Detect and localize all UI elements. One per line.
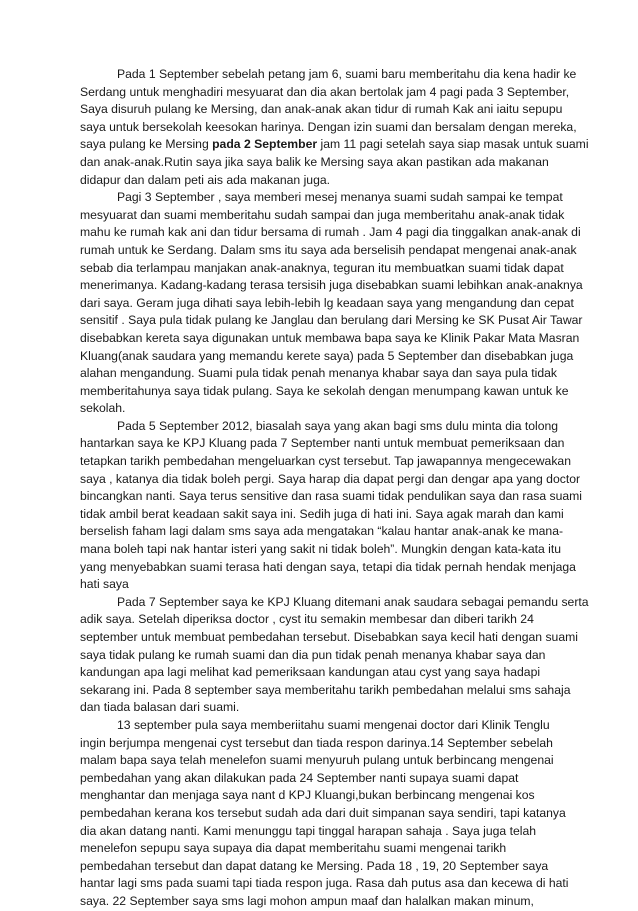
text-line: [80, 383, 569, 401]
text-segment: menghantar dan menjaga saya nant d KPJ Kluangi,bukan berbincang mengenai kos: [80, 788, 535, 803]
text-line: [80, 752, 560, 770]
text-segment: 13 september pula saya memberiitahu suami mengenai doctor dari Klinik Tenglu: [117, 717, 550, 732]
text-segment: saya pulang ke Mersing: [80, 137, 213, 152]
text-line: [80, 858, 560, 876]
text-segment: menelefon sepupu saya supaya dia dapat memberitahu suami mengenai tarikh: [80, 841, 507, 856]
text-line: [80, 611, 560, 629]
text-segment: memberitahunya saya tidak pulang. Saya ke sekolah dengan menumpang kawan untuk ke: [80, 383, 569, 398]
text-line: [80, 471, 581, 489]
text-line: [80, 488, 583, 506]
text-line: [80, 242, 577, 260]
text-segment: hati saya: [80, 577, 129, 592]
paragraph: [80, 66, 589, 189]
text-line: [80, 735, 560, 753]
text-segment: saya untuk bersekolah keesokan harinya. Dengan izin suami dan bersalam dengan mereka,: [80, 119, 577, 134]
text-line: [80, 84, 570, 102]
text-segment: menerimanya. Kadang-kadang terasa tersisih juga disebabkan suami lebihkan anak-anaknya: [80, 278, 583, 293]
text-segment: Serdang untuk menghadiri mesyuarat dan dia akan bertolak jam 4 pagi pada 3 September,: [80, 84, 570, 99]
text-segment: tetapkan tarikh pembedahan mengeluarkan cyst tersebut. Tap jawapannya mengecewakan: [80, 454, 571, 469]
text-line: [80, 101, 563, 119]
text-segment: bincangkan nanti. Saya terus sensitive dan rasa suami tidak pendulikan saya dan rasa suami: [80, 489, 583, 504]
text-line: [80, 717, 560, 735]
text-line: [80, 875, 569, 893]
text-line: [80, 189, 563, 207]
text-line: [80, 207, 565, 225]
text-segment: rumah untuk ke Serdang. Dalam sms itu saya ada berselisih pendapat mengenai anak-anak: [80, 242, 577, 257]
text-segment: dan tiada balasan dari suami.: [80, 700, 240, 715]
text-segment: hantar lagi sms pada suami tapi tiada respon juga. Rasa dah putus asa dan kecewa di hati: [80, 876, 569, 891]
text-line: [80, 541, 560, 559]
text-line: [80, 312, 583, 330]
text-line: [80, 506, 564, 524]
text-segment: sekolah.: [80, 401, 126, 416]
text-line: [80, 787, 560, 805]
text-segment: tidak ambil berat keadaan sakit saya ini. Sedih juga di hati ini. Saya agak marah dan kami: [80, 506, 564, 521]
text-segment: mesyuarat dan suami memberitahu sudah sampai dan juga memberitahu anak-anak tidak: [80, 207, 565, 222]
text-line: [80, 576, 560, 594]
text-segment: yang menyebabkan suami terasa hati dengan saya, tetapi dia tidak pernah hendak menjaga: [80, 559, 576, 574]
text-segment: dia akan datang nanti. Kami menunggu tapi tinggal harapan sahaja . Saya juga telah: [80, 823, 537, 838]
text-segment: jam 11 pagi setelah saya siap masak untuk suami: [317, 137, 589, 152]
text-segment: adik saya. Setelah diperiksa doctor , cyst itu semakin membesar dan diberi tarikh 24: [80, 612, 534, 627]
text-segment: berselish faham lagi dalam sms saya ada mengatakan “kalau hantar anak-anak ke mana-: [80, 524, 564, 539]
text-segment: sensitif . Saya pula tidak pulang ke Janglau dan berulang dari Mersing ke SK Pusat Air Tawar: [80, 313, 583, 328]
text-segment: dan anak-anak.Rutin saya jika saya balik ke Mersing saya akan pastikan ada makanan: [80, 154, 549, 169]
text-line: [80, 224, 581, 242]
text-line: [80, 840, 560, 858]
text-line: [80, 277, 583, 295]
text-segment: ingin berjumpa mengenai cyst tersebut dan tiada respon darinya.14 September sebelah: [80, 735, 553, 750]
text-segment: Saya disuruh pulang ke Mersing, dan anak-anak akan tidur di rumah Kak ani iaitu sepupu: [80, 102, 563, 117]
text-line: [80, 629, 578, 647]
text-line: [80, 330, 580, 348]
text-line: [80, 66, 577, 84]
text-line: [80, 453, 571, 471]
text-line: [80, 136, 589, 154]
paragraph: [80, 717, 569, 911]
text-line: [80, 418, 560, 436]
text-line: [80, 172, 560, 190]
text-line: [80, 699, 560, 717]
text-line: [80, 594, 589, 612]
text-segment: Pagi 3 September , saya memberi mesej menanya suami sudah sampai ke tempat: [117, 190, 563, 205]
text-segment: Pada 7 September saya ke KPJ Kluang ditemani anak saudara sebagai pemandu serta: [117, 594, 589, 609]
text-line: [80, 260, 564, 278]
bold-text: pada 2 September: [212, 137, 318, 152]
text-segment: kandungan apa lagi melihat kad pemeriksaan kandungan atau cyst yang saya hadapi: [80, 665, 541, 680]
text-segment: disebabkan kereta saya digunakan untuk membawa bapa saya ke Klinik Pakar Mata Masran: [80, 330, 580, 345]
text-segment: pembedahan tersebut dan dapat datang ke Mersing. Pada 18 , 19, 20 September saya: [80, 858, 549, 873]
text-segment: september untuk membuat pembedahan tersebut. Disebabkan saya kecil hati dengan suami: [80, 630, 578, 644]
text-segment: dari saya. Geram juga dihati saya lebih-lebih lg keadaan saya yang mengandung dan cepat: [80, 295, 574, 310]
text-segment: sekarang ini. Pada 8 september saya memberitahu tarikh pembedahan melalui sms sahaja: [80, 682, 571, 697]
text-line: [80, 365, 560, 383]
text-segment: hantarkan saya ke KPJ Kluang pada 7 September nanti untuk membuat pemeriksaan dan: [80, 436, 565, 451]
text-segment: mahu ke rumah kak ani dan tidur bersama di rumah . Jam 4 pagi dia tinggalkan anak-anak di: [80, 225, 581, 240]
text-line: [80, 295, 574, 313]
paragraph: [80, 594, 589, 717]
text-line: [80, 664, 560, 682]
text-line: [80, 154, 560, 172]
text-line: [80, 400, 560, 418]
text-line: [80, 682, 571, 700]
text-segment: malam bapa saya telah menelefon suami menyuruh pulang untuk berbincang mengenai: [80, 753, 554, 768]
document-page: [80, 66, 589, 911]
text-segment: saya tidak pulang ke rumah suami dan dia pun tidak penah menanya khabar saya dan: [80, 647, 546, 662]
paragraph: [80, 189, 583, 418]
text-line: [80, 770, 560, 788]
text-line: [80, 559, 576, 577]
text-segment: saya , katanya dia tidak boleh pergi. Saya harap dia dapat pergi dan dengar apa yang doctor: [80, 471, 581, 486]
text-segment: mana boleh tapi nak hantar isteri yang sakit ni tidak boleh”. Mungkin dengan kata-kata itu: [80, 542, 562, 557]
text-segment: didapur dan dalam peti ais ada makanan juga.: [80, 172, 331, 187]
text-segment: Pada 1 September sebelah petang jam 6, suami baru memberitahu dia kena hadir ke: [117, 67, 577, 81]
text-line: [80, 523, 564, 541]
text-segment: Pada 5 September 2012, biasalah saya yang akan bagi sms dulu minta dia tolong: [117, 418, 559, 433]
text-line: [80, 823, 560, 841]
text-segment: saya. 22 September saya sms lagi mohon ampun maaf dan halalkan makan minum,: [80, 893, 534, 908]
text-segment: alahan mengandung. Suami pula tidak penah menanya khabar saya dan saya pula tidak: [80, 366, 558, 381]
text-line: [80, 893, 560, 911]
text-segment: pembedahan kerana kos tersebut sudah ada dari duit simpanan saya sendiri, tapi katanya: [80, 805, 566, 820]
text-line: [80, 348, 574, 366]
text-segment: Kluang(anak saudara yang memandu kerete saya) pada 5 September dan disebabkan juga: [80, 348, 574, 363]
text-segment: pembedahan yang akan dilakukan pada 24 September nanti supaya suami dapat: [80, 770, 519, 785]
text-line: [80, 119, 577, 137]
text-line: [80, 647, 560, 665]
text-segment: sebab dia terlampau manjakan anak-anaknya, teguran itu membuatkan suami tidak dapat: [80, 260, 564, 275]
text-line: [80, 805, 566, 823]
text-line: [80, 435, 565, 453]
paragraph: [80, 418, 583, 594]
